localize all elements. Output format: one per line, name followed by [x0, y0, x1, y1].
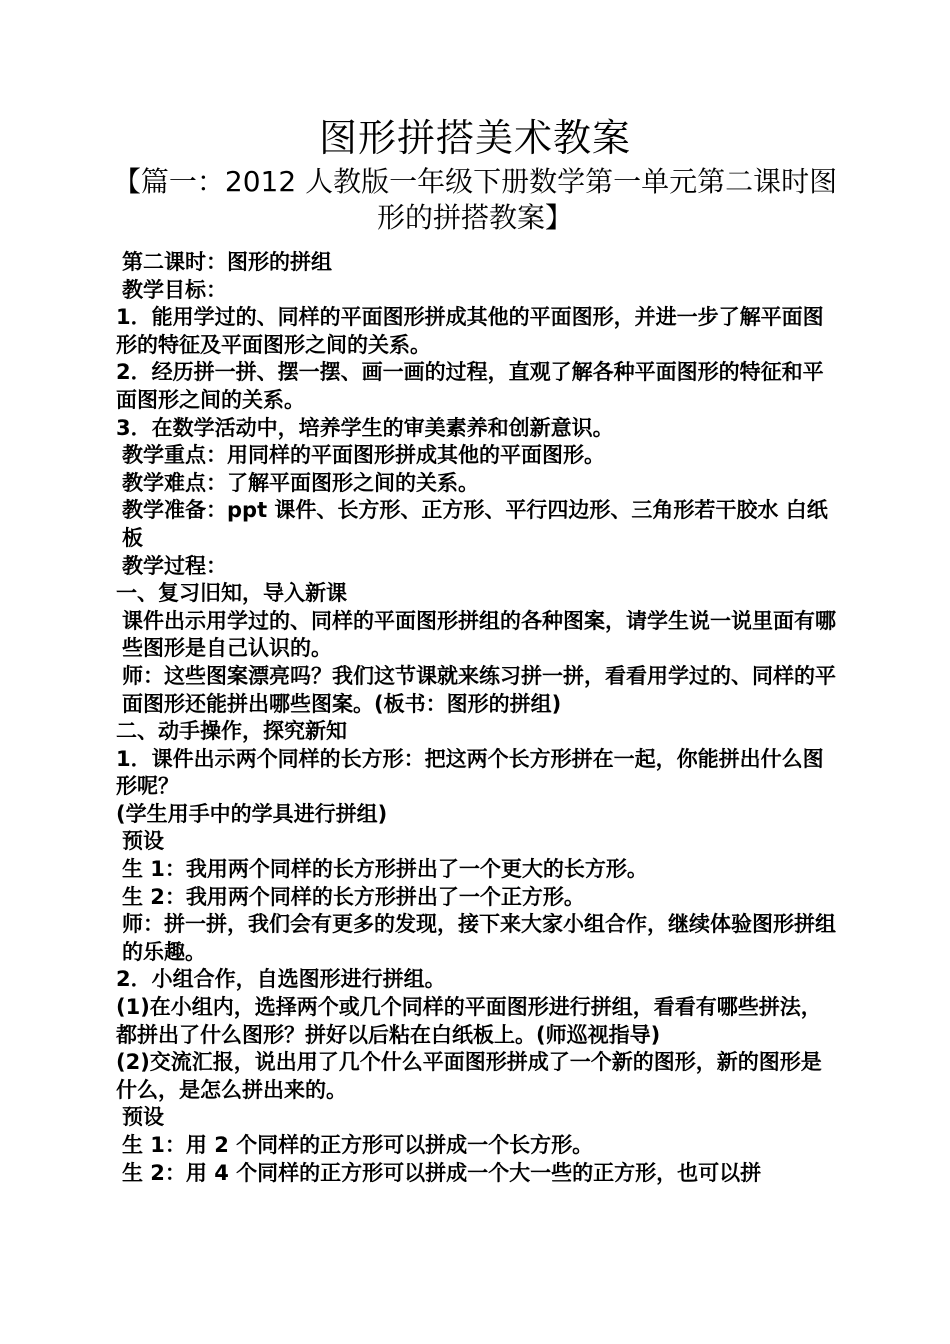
teacher-line: 师：这些图案漂亮吗？我们这节课就来练习拼一拼，看看用学过的、同样的平面图形还能拼出哪些图案。(板书：图形的拼组) [122, 663, 836, 716]
objective-item-2: 2．经历拼一拼、摆一摆、画一画的过程，直观了解各种平面图形的特征和平面图形之间的关系。 [116, 360, 824, 412]
objective-item-3: 3．在数学活动中，培养学生的审美素养和创新意识。 [116, 415, 614, 440]
paragraph: 课件出示用学过的、同样的平面图形拼组的各种图案，请学生说一说里面有哪些图形是自己认识的。 [122, 608, 836, 661]
sub-item-2: (2)交流汇报，说出用了几个什么平面图形拼成了一个新的图形，新的图形是什么，是怎么拼出来的。 [116, 1050, 822, 1102]
document-title: 图形拼搭美术教案 [318, 116, 631, 160]
paragraph: (学生用手中的学具进行拼组) [116, 801, 388, 826]
document-subtitle: 【篇一：2012 人教版一年级下册数学第一单元第二课时图形的拼搭教案】 [112, 165, 838, 234]
teaching-materials: 教学准备：ppt 课件、长方形、正方形、平行四边形、三角形若干胶水 白纸板 [122, 498, 828, 550]
document-body [116, 249, 836, 1187]
student-line-2: 生 2：用 4 个同样的正方形可以拼成一个大一些的正方形，也可以拼 [122, 1160, 762, 1185]
objective-item-1: 1．能用学过的、同样的平面图形拼成其他的平面图形，并进一步了解平面图形的特征及平面图形之间的关系。 [116, 305, 824, 357]
student-line-1: 生 1：用 2 个同样的正方形可以拼成一个长方形。 [122, 1133, 594, 1157]
preset-label: 预设 [122, 829, 164, 854]
activity-item-1: 1．课件出示两个同样的长方形：把这两个长方形拼在一起，你能拼出什么图形呢？ [116, 746, 824, 799]
lesson-heading: 第二课时：图形的拼组 [122, 250, 332, 274]
teacher-line: 师：拼一拼，我们会有更多的发现，接下来大家小组合作，继续体验图形拼组的乐趣。 [122, 912, 836, 964]
section-label-objectives: 教学目标： [122, 277, 227, 302]
student-line-1: 生 1：我用两个同样的长方形拼出了一个更大的长方形。 [122, 857, 648, 882]
student-line-2: 生 2：我用两个同样的长方形拼出了一个正方形。 [122, 884, 585, 909]
section-label-process: 教学过程： [122, 553, 227, 578]
activity-item-2: 2．小组合作，自选图形进行拼组。 [116, 967, 446, 992]
sub-item-1: (1)在小组内，选择两个或几个同样的平面图形进行拼组，看看有哪些拼法， [116, 995, 822, 1020]
step-heading-2: 二、动手操作，探究新知 [116, 719, 347, 744]
paragraph: 都拼出了什么图形？拼好以后粘在白纸板上。(师巡视指导) [116, 1022, 661, 1047]
step-heading-1: 一、复习旧知，导入新课 [116, 581, 347, 606]
difficult-point: 教学难点：了解平面图形之间的关系。 [122, 470, 479, 495]
key-point: 教学重点：用同样的平面图形拼成其他的平面图形。 [122, 443, 605, 468]
preset-label: 预设 [122, 1105, 164, 1130]
